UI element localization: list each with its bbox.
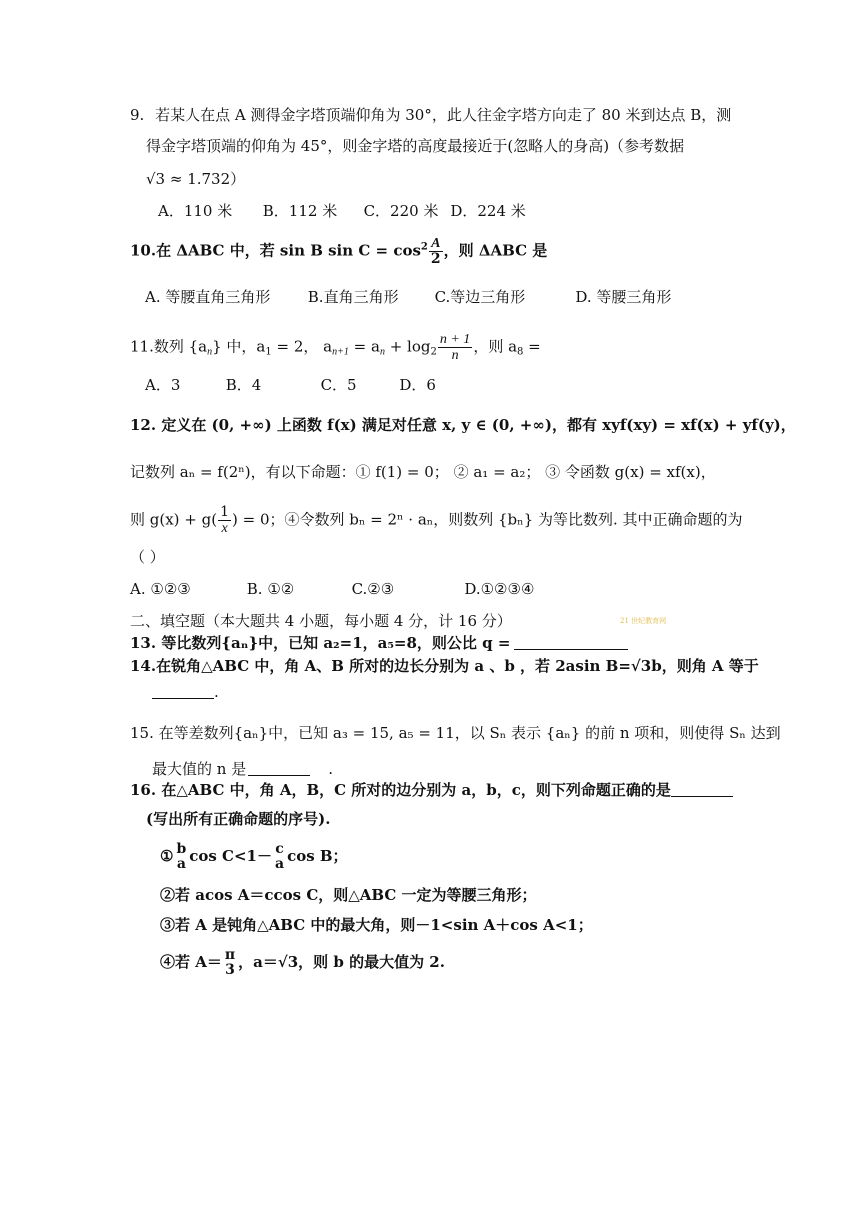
q16-item1 [160, 842, 348, 872]
q11-part-b: } 中，a [212, 337, 266, 356]
q16-item1-frac2-num: c [275, 841, 284, 857]
q13-answer-blank[interactable] [514, 635, 628, 650]
q9-option-c: C．220 米 [363, 202, 439, 220]
q12-frac-num: 1 [220, 504, 230, 520]
q12-fraction [218, 505, 231, 536]
q15-line2-text: 最大值的 n 是 [152, 760, 247, 778]
q15-line2 [152, 758, 333, 779]
q11-part-e: + log [384, 337, 431, 356]
q11-sub-1: 1 [265, 346, 272, 358]
q11-sub-8: 8 [517, 346, 524, 358]
q10-option-c: C.等边三角形 [434, 288, 526, 306]
q10-frac-num: A [429, 236, 443, 252]
q16-item2: ②若 acos A＝ccos C，则△ABC 一定为等腰三角形； [160, 886, 537, 904]
q16-item4 [160, 948, 445, 978]
q11-sub-2: 2 [430, 346, 437, 358]
q11-frac-num: n + 1 [439, 332, 471, 347]
q16-item1-end: cos B； [287, 847, 348, 865]
section2-title-text: 二、填空题（本大题共 4 小题，每小题 4 分，计 16 分） [130, 612, 512, 630]
q12-line1: 12. 定义在 (0, +∞) 上函数 f(x) 满足对任意 x, y ∈ (0, +∞)，都有 xyf(xy) = xf(x) + yf(y)， [130, 416, 796, 434]
q11-part-d: = a [348, 337, 380, 356]
q12-option-b: B. ①② [246, 580, 295, 598]
q16-item1-frac2-den: a [275, 856, 285, 872]
q11-part-c: = 2， a [271, 337, 333, 356]
q16-line1 [130, 779, 733, 800]
q16-line2: (写出所有正确命题的序号). [146, 810, 331, 828]
q13-line [130, 632, 628, 653]
q15-period: . [328, 760, 333, 778]
q9-option-d: D．224 米 [450, 202, 526, 220]
q11-frac-den: n [451, 348, 459, 363]
q14-period: . [214, 683, 219, 701]
q10-option-a: A. 等腰直角三角形 [145, 288, 271, 306]
q16-item4-frac [223, 948, 237, 978]
q16-text: 16. 在△ABC 中，角 A，B，C 所对的边分别为 a，b，c，则下列命题正确的是 [130, 781, 671, 799]
q11-options [145, 374, 436, 395]
q11-sub-n: n [207, 346, 213, 358]
q11-part-g: = [523, 337, 541, 356]
q14-line2 [152, 683, 219, 701]
q12-line3-b: ) = 0；④令数列 bₙ = 2ⁿ · aₙ，则数列 {bₙ} 为等比数列. 其中正确命题的为 [232, 510, 743, 529]
q14-answer-blank[interactable] [152, 684, 214, 699]
q16-item1-marker: ① [160, 847, 174, 865]
q11-option-b: B．4 [225, 376, 262, 394]
q10-frac-den: 2 [430, 251, 441, 267]
q9-option-b: B．112 米 [262, 202, 338, 220]
q12-option-c: C.②③ [351, 580, 395, 598]
q9-text-line2: 得金字塔顶端的仰角为 45°，则金字塔的高度最接近于(忽略人的身高)（参考数据 [146, 137, 685, 155]
q9-text-line1: 若某人在点 A 测得金字塔顶端仰角为 30°，此人往金字塔方向走了 80 米到达点 B，测 [155, 106, 732, 124]
q12-frac-den: x [221, 521, 228, 536]
q12-option-d: D.①②③④ [464, 580, 535, 598]
q9-number: 9. [130, 106, 145, 124]
q12-line2: 记数列 aₙ = f(2ⁿ)，有以下命题：① f(1) = 0； ② a₁ = a₂； ③ 令函数 g(x) = xf(x)， [130, 463, 716, 481]
q16-item4-frac-den: 3 [225, 962, 235, 978]
q11-sub-n1: n+1 [332, 346, 349, 358]
q11-part-f: ，则 a [473, 337, 518, 356]
watermark: 21 世纪教育网 [620, 617, 667, 625]
q16-item1-mid: cos C<1－ [189, 847, 272, 865]
q12-line3-a: 则 g(x) + g( [130, 510, 218, 529]
q10-stem [130, 236, 547, 267]
q11-option-c: C．5 [320, 376, 357, 394]
q16-answer-blank[interactable] [671, 782, 733, 797]
q11-option-a: A．3 [145, 376, 181, 394]
q16-item1-frac1 [174, 842, 188, 872]
q10-fraction [429, 236, 443, 267]
q11-fraction [438, 332, 472, 363]
q9-line1 [130, 104, 731, 125]
q16-item1-frac2 [273, 842, 286, 872]
q11-part-a: 11.数列 {a [130, 337, 208, 356]
q9-text-line3: √3 ≈ 1.732） [146, 170, 246, 188]
q10-option-b: B.直角三角形 [307, 288, 399, 306]
q16-item4-end: ，a＝√3，则 b 的最大值为 2. [238, 953, 445, 971]
q12-options [130, 580, 534, 598]
q10-options [145, 286, 671, 307]
q9-option-a: A．110 米 [158, 202, 233, 220]
q15-line1: 15. 在等差数列{aₙ}中，已知 a₃ = 15, a₅ = 11，以 Sₙ 表示 {aₙ} 的前 n 项和，则使得 Sₙ 达到 [130, 724, 781, 742]
q12-line4: （ ） [130, 548, 165, 566]
q16-item1-frac1-den: a [176, 856, 186, 872]
q16-item4-start: ④若 A＝ [160, 953, 222, 971]
q14-line1: 14.在锐角△ABC 中，角 A、B 所对的边长分别为 a 、b ，若 2asin B=√3b，则角 A 等于 [130, 657, 759, 675]
q10-stem-b: ，则 ΔABC 是 [443, 241, 548, 260]
q16-item4-frac-num: π [224, 947, 236, 963]
q12-line3 [130, 505, 743, 536]
q10-stem-a: 10.在 ΔABC 中，若 sin B sin C = cos [130, 241, 421, 260]
q12-option-a: A. ①②③ [130, 580, 191, 598]
q11-sub-n-2: n [379, 346, 385, 358]
q11-stem [130, 332, 541, 363]
q13-text: 13. 等比数列{aₙ}中，已知 a₂=1，a₅=8，则公比 q = [130, 634, 511, 652]
q11-option-d: D．6 [399, 376, 436, 394]
q10-option-d: D. 等腰三角形 [575, 288, 672, 306]
section2-title [130, 610, 512, 631]
q16-item1-frac1-num: b [176, 841, 187, 857]
q9-options [158, 200, 526, 221]
q10-sup: 2 [420, 241, 428, 253]
q15-answer-blank[interactable] [248, 761, 310, 776]
q16-item3: ③若 A 是钝角△ABC 中的最大角，则－1<sin A＋cos A<1； [160, 916, 593, 934]
